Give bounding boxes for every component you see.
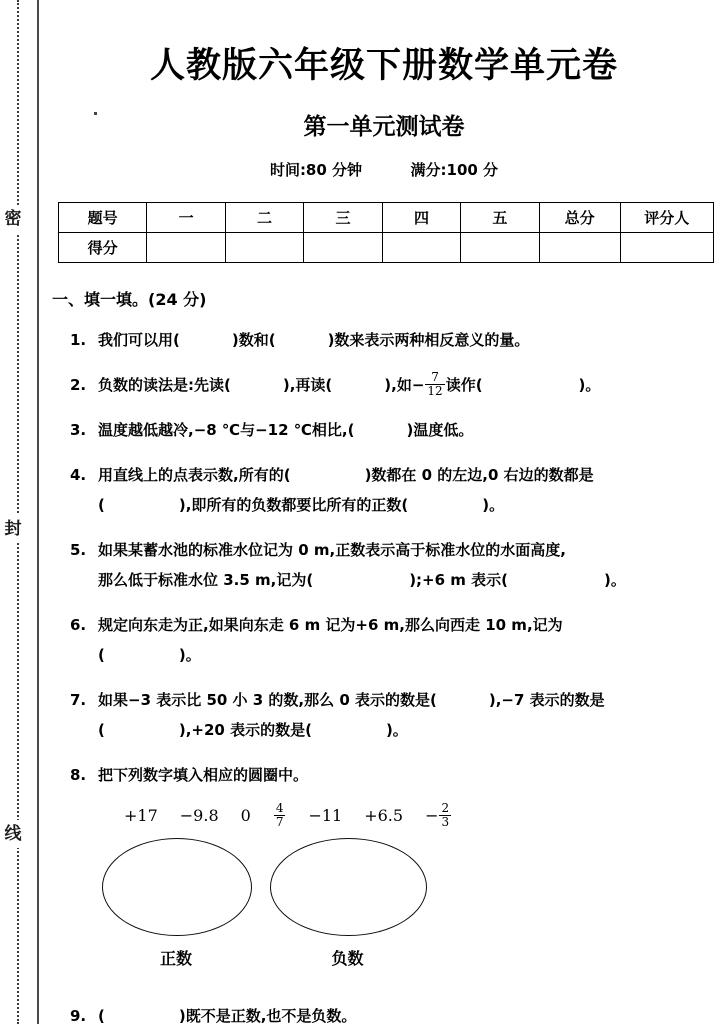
question-text: ),如−: [384, 376, 425, 394]
question-item: [44, 460, 724, 520]
exam-page: [44, 0, 724, 1024]
score-table-header-1: 一: [147, 203, 225, 233]
binding-margin: [0, 0, 44, 1024]
ellipse-label-positive: 正数: [159, 949, 192, 969]
question-text: 0: [240, 805, 251, 825]
exam-meta: [44, 159, 724, 180]
page-title: 人教版六年级下册数学单元卷: [149, 46, 618, 86]
fraction-numerator: 4: [275, 801, 284, 815]
page-subtitle: 第一单元测试卷: [303, 113, 465, 140]
number-token-3: [273, 802, 287, 828]
binding-char-0: 密: [0, 205, 28, 233]
score-table: [58, 202, 714, 263]
question-line: [98, 460, 724, 490]
number-bank: [44, 802, 724, 828]
question-text: )。: [604, 571, 626, 589]
ellipse-negative[interactable]: [270, 838, 427, 936]
fraction-body: [274, 802, 286, 828]
question-text: 我们可以用(: [98, 331, 180, 349]
binding-char-1: 封: [0, 515, 28, 543]
question-text: 用直线上的点表示数,所有的(: [98, 466, 291, 484]
fraction-numerator: 2: [441, 801, 450, 815]
question-line: [98, 370, 724, 400]
number-token-2: [241, 806, 251, 825]
question-text: 规定向东走为正,如果向东走 6 m 记为+6 m,那么向西走 10 m,记为: [98, 616, 563, 634]
question-text: 把下列数字填入相应的圆圈中。: [98, 766, 309, 784]
question-text: )数都在 0 的左边,0 右边的数都是: [364, 466, 594, 484]
question-line: [98, 760, 724, 790]
question-text: (: [98, 721, 105, 739]
ellipse-positive[interactable]: [102, 838, 252, 936]
question-text: )。: [578, 376, 601, 394]
question-item: [44, 1001, 724, 1031]
question-item: [44, 685, 724, 745]
question-text: ),再读(: [282, 376, 333, 394]
fraction-denominator: 3: [441, 814, 450, 829]
question-text: ),−7 表示的数是: [488, 691, 605, 709]
fraction-sign: −: [425, 805, 439, 825]
question-text: 那么低于标准水位 3.5 m,记为(: [98, 571, 314, 589]
question-text: 如果某蓄水池的标准水位记为 0 m,正数表示高于标准水位的水面高度,: [98, 541, 566, 559]
question-text: )数和(: [231, 331, 276, 349]
fraction-body: [439, 802, 451, 828]
question-number: 8.: [70, 766, 87, 784]
score-table-header-marker: 评分人: [620, 203, 713, 233]
question-line: [98, 685, 724, 715]
exam-time-label: 时间:80 分钟: [269, 161, 363, 179]
number-token-4: [308, 806, 342, 825]
number-token-0: [124, 806, 158, 825]
number-token-1: [180, 806, 219, 825]
question-text: )。: [482, 496, 505, 514]
fraction: [273, 801, 287, 829]
number-token-6: [425, 802, 452, 828]
question-text: +6.5: [364, 805, 404, 825]
question-text: (: [98, 646, 105, 664]
question-item: [44, 370, 724, 400]
fraction-denominator: 12: [427, 384, 443, 399]
stray-ink-dot: [94, 112, 97, 115]
score-table-header-4: 四: [382, 203, 460, 233]
question-number: 3.: [70, 421, 87, 439]
score-table-value-row: [59, 233, 714, 263]
question-item: [44, 535, 724, 595]
score-cell-6[interactable]: [620, 233, 713, 263]
question-number: 6.: [70, 616, 87, 634]
binding-dashed-line: [17, 0, 19, 1024]
score-table-container: [58, 202, 714, 263]
question-line: [98, 640, 724, 670]
score-cell-0[interactable]: [147, 233, 225, 263]
question-text: 如果−3 表示比 50 小 3 的数,那么 0 表示的数是(: [98, 691, 437, 709]
number-token-5: [364, 806, 403, 825]
question-line: [98, 490, 724, 520]
score-cell-5[interactable]: [539, 233, 620, 263]
question-item: [44, 415, 724, 445]
question-text: )温度低。: [406, 421, 474, 439]
score-cell-3[interactable]: [382, 233, 460, 263]
question-number: 7.: [70, 691, 87, 709]
question-line: [98, 610, 724, 640]
question-list-part-b: [44, 1001, 724, 1031]
score-table-header-5: 五: [461, 203, 539, 233]
fraction-body: [425, 371, 444, 397]
question-line: [98, 565, 724, 595]
fraction-denominator: 7: [275, 814, 284, 829]
question-number: 2.: [70, 376, 87, 394]
score-table-header-row: [59, 203, 714, 233]
question-list-part-a: [44, 325, 724, 790]
question-number: 4.: [70, 466, 87, 484]
question-text: 负数的读法是:先读(: [98, 376, 231, 394]
section-one-heading: 一、填一填。(24 分): [52, 290, 207, 309]
question-item: [44, 760, 724, 790]
fraction: [424, 370, 445, 399]
question-item: [44, 610, 724, 670]
question-text: )。: [385, 721, 408, 739]
score-table-corner-label: 题号: [59, 203, 147, 233]
question-text: )既不是正数,也不是负数。: [178, 1007, 357, 1026]
question-text: (: [98, 496, 105, 514]
question-text: 读作(: [445, 376, 483, 394]
question-text: ),即所有的负数都要比所有的正数(: [178, 496, 409, 514]
question-text: (: [98, 1007, 105, 1026]
question-text: )数来表示两种相反意义的量。: [327, 331, 530, 349]
question-text: ),+20 表示的数是(: [178, 721, 312, 739]
score-table-header-3: 三: [304, 203, 382, 233]
question-line: [98, 535, 724, 565]
question-line: [98, 415, 724, 445]
classification-circles: [44, 836, 724, 986]
score-cell-2[interactable]: [304, 233, 382, 263]
question-text: );+6 m 表示(: [409, 571, 508, 589]
score-cell-1[interactable]: [225, 233, 303, 263]
score-cell-4[interactable]: [461, 233, 539, 263]
question-text: )。: [178, 646, 201, 664]
score-table-row-label: 得分: [59, 233, 147, 263]
question-number: 9.: [70, 1007, 87, 1026]
fraction: [425, 801, 452, 829]
question-text: 温度越低越冷,−8 ℃与−12 ℃相比,(: [98, 421, 355, 439]
binding-solid-line: [37, 0, 39, 1024]
score-table-header-2: 二: [225, 203, 303, 233]
question-number: 1.: [70, 331, 87, 349]
question-line: [98, 1001, 724, 1031]
binding-char-2: 线: [0, 820, 28, 848]
question-line: [98, 715, 724, 745]
exam-full-score-label: 满分:100 分: [410, 161, 499, 179]
question-number: 5.: [70, 541, 87, 559]
score-table-header-total: 总分: [539, 203, 620, 233]
question-text: −11: [308, 805, 343, 825]
question-line: [98, 325, 724, 355]
fraction-numerator: 7: [431, 370, 439, 385]
question-text: −9.8: [179, 805, 219, 825]
ellipse-label-negative: 负数: [331, 949, 364, 969]
question-item: [44, 325, 724, 355]
question-text: +17: [124, 805, 158, 825]
